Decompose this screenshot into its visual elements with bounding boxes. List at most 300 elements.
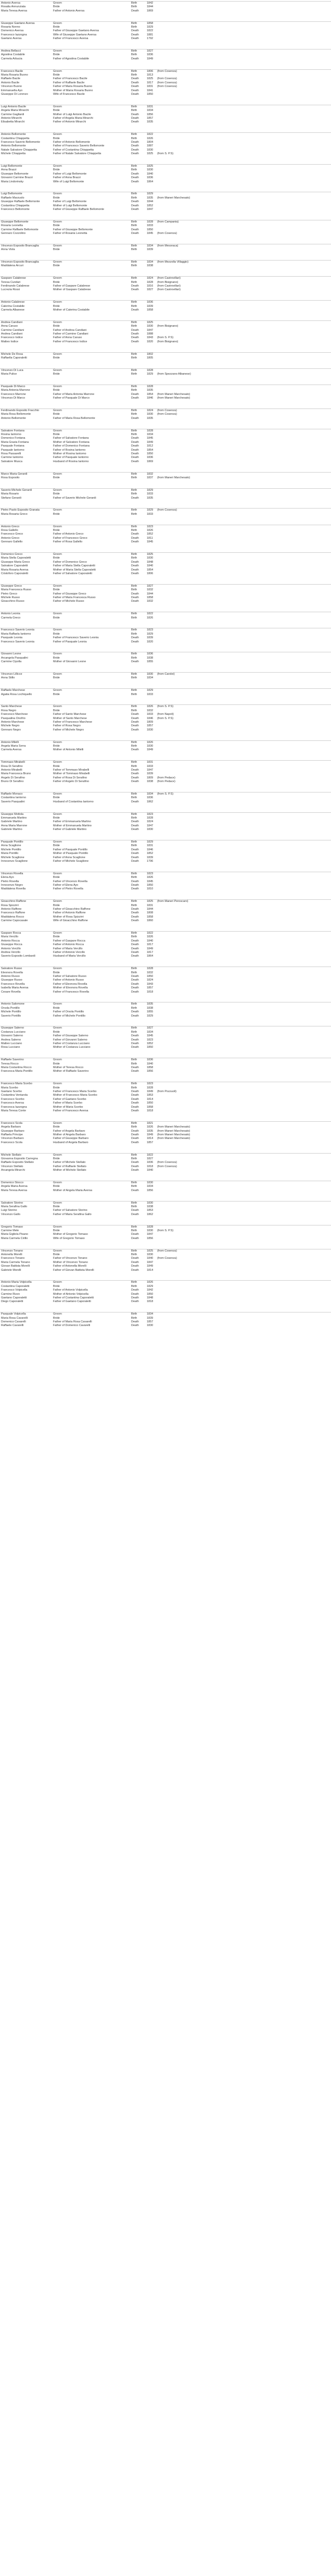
- relationship: Father of Michele Pontillo: [53, 1014, 86, 1018]
- event-type: Birth: [131, 320, 137, 324]
- record-row: [0, 529, 331, 532]
- record-row: [0, 900, 331, 903]
- relationship: Father of Rosa Negro: [53, 724, 81, 728]
- event-type: Death: [131, 448, 139, 452]
- note: [157, 89, 331, 93]
- relationship: Father of Francesco Marchese: [53, 720, 92, 724]
- event-type: Birth: [131, 676, 137, 680]
- relationship: Father of Maria Francesca Russo: [53, 596, 96, 599]
- note: [157, 353, 331, 356]
- event-year: 1820: [147, 340, 154, 343]
- event-year: 1838: [147, 1205, 154, 1208]
- event-type: Birth: [131, 192, 137, 196]
- person-name: Michele Stellato: [1, 1153, 21, 1157]
- event-type: Birth: [131, 1316, 137, 1320]
- note: [157, 109, 331, 113]
- record-row: [0, 796, 331, 800]
- record-group: [0, 1058, 331, 1074]
- record-row: [0, 628, 331, 632]
- note: (from Cosenza): [157, 85, 177, 89]
- record-row: [0, 1202, 331, 1205]
- note: (from S. P.S): [157, 152, 174, 156]
- note: [157, 796, 331, 800]
- event-year: 1834: [147, 261, 154, 264]
- record-row: [0, 717, 331, 721]
- record-row: [0, 141, 331, 144]
- event-type: Death: [131, 1324, 139, 1328]
- person-name: Michele Pontillo: [1, 848, 21, 851]
- record-row: [0, 196, 331, 200]
- event-type: Birth: [131, 248, 137, 252]
- event-year: 1881: [147, 33, 154, 36]
- relationship: Groom: [53, 320, 62, 324]
- note: [157, 986, 331, 990]
- event-year: 1827: [147, 584, 154, 588]
- event-type: Death: [131, 172, 139, 176]
- record-row: [0, 264, 331, 268]
- record-group: [0, 628, 331, 644]
- person-name: Gennaro Negro: [1, 728, 21, 732]
- event-year: 1850: [147, 228, 154, 231]
- relationship: Mother of Maria Rosaria Buono: [53, 89, 93, 92]
- event-type: Birth: [131, 744, 137, 748]
- event-type: Death: [131, 1046, 139, 1049]
- event-year: 1849: [147, 748, 154, 752]
- record-group: [0, 688, 331, 697]
- event-year: 1854: [147, 392, 154, 396]
- person-name: Pasquale Di Marco: [1, 385, 26, 388]
- relationship: Father of Antonio Aversa: [53, 9, 85, 13]
- note: [157, 1253, 331, 1257]
- record-row: [0, 441, 331, 444]
- note: [157, 429, 331, 433]
- event-year: 1840: [147, 1062, 154, 1066]
- event-year: 1845: [147, 437, 154, 440]
- event-year: 1823: [147, 525, 154, 528]
- event-year: 1830: [147, 1324, 154, 1328]
- event-year: 1852: [147, 852, 154, 856]
- event-type: Death: [131, 880, 139, 883]
- relationship: Father of Antonio Russo: [53, 979, 84, 982]
- person-name: Emmanuela Martino: [1, 816, 27, 820]
- note: [157, 192, 331, 196]
- event-year: 1836: [147, 301, 154, 304]
- relationship: Groom: [53, 133, 62, 137]
- relationship: Mother of Rosa Spizzirri: [53, 915, 84, 919]
- record-group: [0, 408, 331, 420]
- note: [157, 860, 331, 863]
- event-year: 1836: [147, 53, 154, 57]
- event-year: 1836: [147, 176, 154, 180]
- record-row: [0, 1185, 331, 1188]
- event-year: 1830: [147, 413, 154, 416]
- event-type: Birth: [131, 1086, 137, 1089]
- note: [157, 983, 331, 986]
- record-row: [0, 640, 331, 644]
- person-name: Maddalena Rovella: [1, 887, 26, 891]
- event-year: 1836: [147, 796, 154, 800]
- record-row: [0, 943, 331, 947]
- person-name: Luigi Storino: [1, 1209, 17, 1212]
- record-row: [0, 772, 331, 776]
- relationship: Father of Maria Rosa Bellomonte: [53, 416, 95, 420]
- record-row: [0, 820, 331, 824]
- record-row: [0, 228, 331, 232]
- event-type: Birth: [131, 628, 137, 632]
- event-type: Birth: [131, 409, 137, 412]
- event-type: Death: [131, 496, 139, 500]
- relationship: Mother of Angela Maria Aversa: [53, 1188, 93, 1192]
- record-row: [0, 329, 331, 332]
- relationship: Groom: [53, 1312, 62, 1316]
- event-year: 1834: [147, 109, 154, 113]
- relationship: Father of Antonio Mirarchi: [53, 120, 86, 124]
- person-name: Antonio Aversa: [1, 2, 20, 5]
- event-type: Death: [131, 1209, 139, 1212]
- event-year: 1835: [147, 1002, 154, 1006]
- person-name: Vincenzo Rovella: [1, 872, 23, 875]
- person-name: Giovan Battista Morelli: [1, 1265, 30, 1268]
- note: [157, 148, 331, 152]
- record-row: [0, 460, 331, 464]
- person-name: Lucrezia Rossi: [1, 288, 20, 292]
- event-type: Birth: [131, 21, 137, 25]
- event-year: 1832: [147, 971, 154, 974]
- record-row: [0, 525, 331, 529]
- relationship: Groom: [53, 792, 62, 796]
- note: (from Cosenza): [157, 1257, 177, 1260]
- relationship: Mother of Antonio Milelli: [53, 748, 84, 752]
- event-year: 1826: [147, 528, 154, 532]
- relationship: Father of Maria Antonia Marrone: [53, 392, 95, 396]
- event-year: 1824: [147, 979, 154, 982]
- record-row: [0, 585, 331, 588]
- record-row: [0, 652, 331, 656]
- person-name: Francesco Iodice: [1, 336, 23, 340]
- note: [157, 568, 331, 572]
- record-row: [0, 1070, 331, 1073]
- relationship: Father of Gaetano Caporaletti: [53, 1300, 91, 1304]
- relationship: Father of Salvatore Storino: [53, 1209, 87, 1212]
- note: [157, 473, 331, 476]
- relationship: Bride: [53, 971, 60, 974]
- event-type: Birth: [131, 556, 137, 560]
- person-name: Carmine Mele: [1, 1229, 19, 1232]
- person-name: Maria Scerbo: [1, 1086, 18, 1089]
- relationship: Mother of Angela Barbaro: [53, 1133, 86, 1136]
- person-name: Antonio Mirabelli: [1, 768, 22, 772]
- person-name: Antonio Bellomonte: [1, 144, 26, 148]
- relationship: Mother of Rosina Iantorno: [53, 452, 86, 455]
- event-type: Birth: [131, 356, 137, 360]
- person-name: Marco Maria Gerardi: [1, 472, 28, 476]
- person-name: Luigi Antonio Bacile: [1, 105, 27, 108]
- event-type: Birth: [131, 816, 137, 820]
- event-type: Death: [131, 768, 139, 772]
- event-type: Birth: [131, 280, 137, 284]
- event-year: 1822: [147, 29, 154, 33]
- record-row: [0, 492, 331, 496]
- note: [157, 908, 331, 911]
- person-name: Giuseppe Maria Greco: [1, 560, 30, 564]
- record-row: [0, 769, 331, 772]
- record-row: [0, 1141, 331, 1145]
- record-group: [0, 220, 331, 236]
- note: (from Bisignano): [157, 340, 179, 343]
- person-name: Antonio Milelli: [1, 740, 19, 744]
- relationship: Groom: [53, 525, 62, 528]
- note: [157, 1293, 331, 1296]
- record-row: [0, 724, 331, 728]
- record-row: [0, 148, 331, 152]
- person-name: Rosaria Nonno: [1, 25, 20, 29]
- note: [157, 1007, 331, 1010]
- event-type: Death: [131, 564, 139, 568]
- event-year: 1804: [147, 140, 154, 144]
- event-year: 1810: [147, 887, 154, 891]
- note: [157, 1261, 331, 1265]
- note: (from Cosenza): [157, 231, 177, 235]
- event-type: Birth: [131, 264, 137, 268]
- relationship: Father of Vincenzo Tonano: [53, 1257, 87, 1260]
- person-name: Raffaele Monaco: [1, 792, 23, 796]
- note: [157, 1046, 331, 1049]
- person-name: Diego Caporaletti: [1, 1300, 23, 1304]
- event-year: 1824: [147, 277, 154, 280]
- event-type: Death: [131, 907, 139, 911]
- note: [157, 49, 331, 53]
- relationship: Mother of Luigi Bellomonte: [53, 204, 87, 207]
- event-type: Birth: [131, 413, 137, 416]
- note: [157, 540, 331, 544]
- record-row: [0, 476, 331, 480]
- record-row: [0, 872, 331, 876]
- event-type: Birth: [131, 689, 137, 692]
- event-type: Death: [131, 444, 139, 448]
- event-year: 1823: [147, 1038, 154, 1042]
- person-name: Orsola Pontillo: [1, 1006, 20, 1010]
- event-year: 1802: [147, 352, 154, 356]
- person-name: Maria Rosa Cavarelli: [1, 1316, 28, 1320]
- note: [157, 660, 331, 664]
- relationship: Groom: [53, 301, 62, 304]
- note: (from Mezzolla Villaggio): [157, 261, 189, 264]
- event-type: Death: [131, 1010, 139, 1014]
- relationship: Bride: [53, 73, 60, 77]
- note: [157, 556, 331, 560]
- event-type: Birth: [131, 588, 137, 592]
- record-row: [0, 971, 331, 975]
- relationship: Groom: [53, 69, 62, 73]
- event-type: Death: [131, 437, 139, 440]
- person-name: Antonio Salomone: [1, 1002, 24, 1006]
- relationship: Groom: [53, 1058, 62, 1062]
- note: [157, 1010, 331, 1014]
- event-year: 1857: [147, 724, 154, 728]
- note: [157, 880, 331, 884]
- record-row: [0, 660, 331, 664]
- record-row: [0, 137, 331, 141]
- record-row: [0, 1090, 331, 1094]
- record-row: [0, 939, 331, 943]
- record-row: [0, 70, 331, 73]
- relationship: Groom: [53, 612, 62, 616]
- relationship: Father of Eleonora Rovella: [53, 982, 87, 986]
- note: (from Maneri Marchesato): [157, 1129, 190, 1133]
- event-type: Death: [131, 780, 139, 784]
- event-year: 1857: [147, 1320, 154, 1323]
- event-type: Birth: [131, 196, 137, 200]
- note: (from Maneri Marchesato): [157, 397, 190, 400]
- event-type: Birth: [131, 373, 137, 376]
- event-type: Death: [131, 440, 139, 444]
- event-year: 1844: [147, 592, 154, 596]
- event-year: 1847: [147, 328, 154, 332]
- note: [157, 1317, 331, 1320]
- event-type: Birth: [131, 220, 137, 224]
- person-name: Giuseppe Bellomonte: [1, 220, 29, 224]
- person-name: Salvatore Russo: [1, 967, 22, 971]
- relationship: Mother of Teresa Rocco: [53, 1066, 84, 1069]
- event-type: Death: [131, 1109, 139, 1112]
- event-type: Death: [131, 532, 139, 536]
- note: [157, 1122, 331, 1125]
- event-year: 1836: [147, 1161, 154, 1165]
- relationship: Wife of Luigi Bellomonte: [53, 180, 84, 183]
- event-year: 1830: [147, 168, 154, 172]
- relationship: Husband of Maria Vercillo: [53, 955, 86, 958]
- relationship: Bride: [53, 492, 60, 496]
- person-name: Anna Viola: [1, 248, 15, 252]
- person-name: Salvatore Fontana: [1, 429, 24, 432]
- relationship: Father of Giovanni Salerno: [53, 1038, 87, 1042]
- person-name: Costantina Chiappetta: [1, 204, 30, 207]
- record-row: [0, 325, 331, 328]
- event-year: 1818: [147, 1165, 154, 1168]
- person-name: Gaetano Scerbo: [1, 1089, 22, 1093]
- event-type: Death: [131, 824, 139, 827]
- relationship: Father of Raffaele Stellato: [53, 1165, 86, 1168]
- note: (from Campania): [157, 220, 179, 224]
- person-name: Maria Antonia Marrone: [1, 389, 30, 392]
- event-type: Birth: [131, 900, 137, 903]
- relationship: Groom: [53, 1249, 62, 1253]
- event-type: Birth: [131, 492, 137, 496]
- person-name: Costantina Caporaletti: [1, 1284, 30, 1288]
- event-year: 1853: [147, 1094, 154, 1097]
- event-year: 1829: [147, 1014, 154, 1018]
- event-type: Birth: [131, 472, 137, 476]
- event-year: 1829: [147, 1284, 154, 1288]
- event-type: Birth: [131, 812, 137, 816]
- record-row: [0, 288, 331, 292]
- note: [157, 1106, 331, 1109]
- note: [157, 1002, 331, 1006]
- event-year: 1817: [147, 943, 154, 947]
- person-name: Antonio Greco: [1, 525, 20, 528]
- event-type: Death: [131, 81, 139, 84]
- person-name: Antonio Vercillo: [1, 947, 21, 950]
- relationship: Father of Maria Stella Caporaletti: [53, 564, 95, 568]
- relationship: Father of Antonio Volpicella: [53, 1289, 88, 1292]
- note: [157, 728, 331, 732]
- record-row: [0, 277, 331, 280]
- relationship: Father of Giuseppe Bellomonte: [53, 228, 93, 231]
- event-year: 1846: [147, 397, 154, 400]
- record-row: [0, 1225, 331, 1229]
- note: [157, 1026, 331, 1030]
- record-row: [0, 373, 331, 376]
- event-type: Birth: [131, 368, 137, 372]
- person-name: Maria Vercillo: [1, 935, 19, 939]
- relationship: Bride: [53, 1316, 60, 1320]
- note: [157, 176, 331, 180]
- event-year: 1849: [147, 1265, 154, 1268]
- person-name: Gaetano Aversa: [1, 37, 22, 41]
- event-year: 1821: [147, 1121, 154, 1125]
- event-year: 1848: [147, 1296, 154, 1299]
- event-year: 1825: [147, 553, 154, 556]
- record-row: [0, 537, 331, 540]
- event-type: Death: [131, 144, 139, 148]
- event-type: Death: [131, 915, 139, 919]
- person-name: Vincenzo Buono: [1, 85, 22, 89]
- person-name: Giovanni Leone: [1, 652, 21, 656]
- event-year: 1849: [147, 1089, 154, 1093]
- person-name: Carmela Aversa: [1, 748, 22, 752]
- event-year: 1825: [147, 165, 154, 168]
- record-row: [0, 429, 331, 433]
- person-name: Saverio Pontillo: [1, 1014, 21, 1018]
- event-year: 1792: [147, 37, 154, 41]
- event-type: Birth: [131, 709, 137, 712]
- person-name: Francesco Greco: [1, 532, 23, 536]
- person-name: Vincenzo Tonano: [1, 1249, 23, 1253]
- record-row: [0, 556, 331, 560]
- person-name: Carmine Gagliardi: [1, 113, 24, 116]
- record-row: [0, 105, 331, 109]
- relationship: Groom: [53, 21, 62, 25]
- record-row: [0, 741, 331, 745]
- relationship: Father of Rosina Iantorno: [53, 448, 86, 452]
- record-row: [0, 1122, 331, 1125]
- person-name: Maria Rosaria Aversa: [1, 568, 29, 572]
- person-name: Francesco Bellomonte: [1, 207, 30, 211]
- event-year: 1831: [147, 761, 154, 764]
- person-name: Maria Rosa Bellomonte: [1, 413, 31, 416]
- relationship: Groom: [53, 761, 62, 764]
- event-type: Birth: [131, 612, 137, 616]
- relationship: Groom: [53, 1121, 62, 1125]
- event-type: Death: [131, 596, 139, 599]
- relationship: Mother of Vincenzo Tonano: [53, 1260, 88, 1264]
- relationship: Groom: [53, 49, 62, 53]
- event-type: Birth: [131, 53, 137, 57]
- relationship: Mother of Michele Stellato: [53, 1169, 86, 1172]
- record-row: [0, 224, 331, 228]
- event-year: 1828: [147, 368, 154, 372]
- event-year: 1840: [147, 172, 154, 176]
- record-row: [0, 22, 331, 26]
- record-row: [0, 1014, 331, 1018]
- note: [157, 657, 331, 660]
- event-year: 1858: [147, 308, 154, 312]
- note: [157, 1213, 331, 1217]
- event-year: 1829: [147, 689, 154, 692]
- event-type: Death: [131, 204, 139, 207]
- note: [157, 1031, 331, 1034]
- person-name: Angela Maria Aversa: [1, 1185, 28, 1188]
